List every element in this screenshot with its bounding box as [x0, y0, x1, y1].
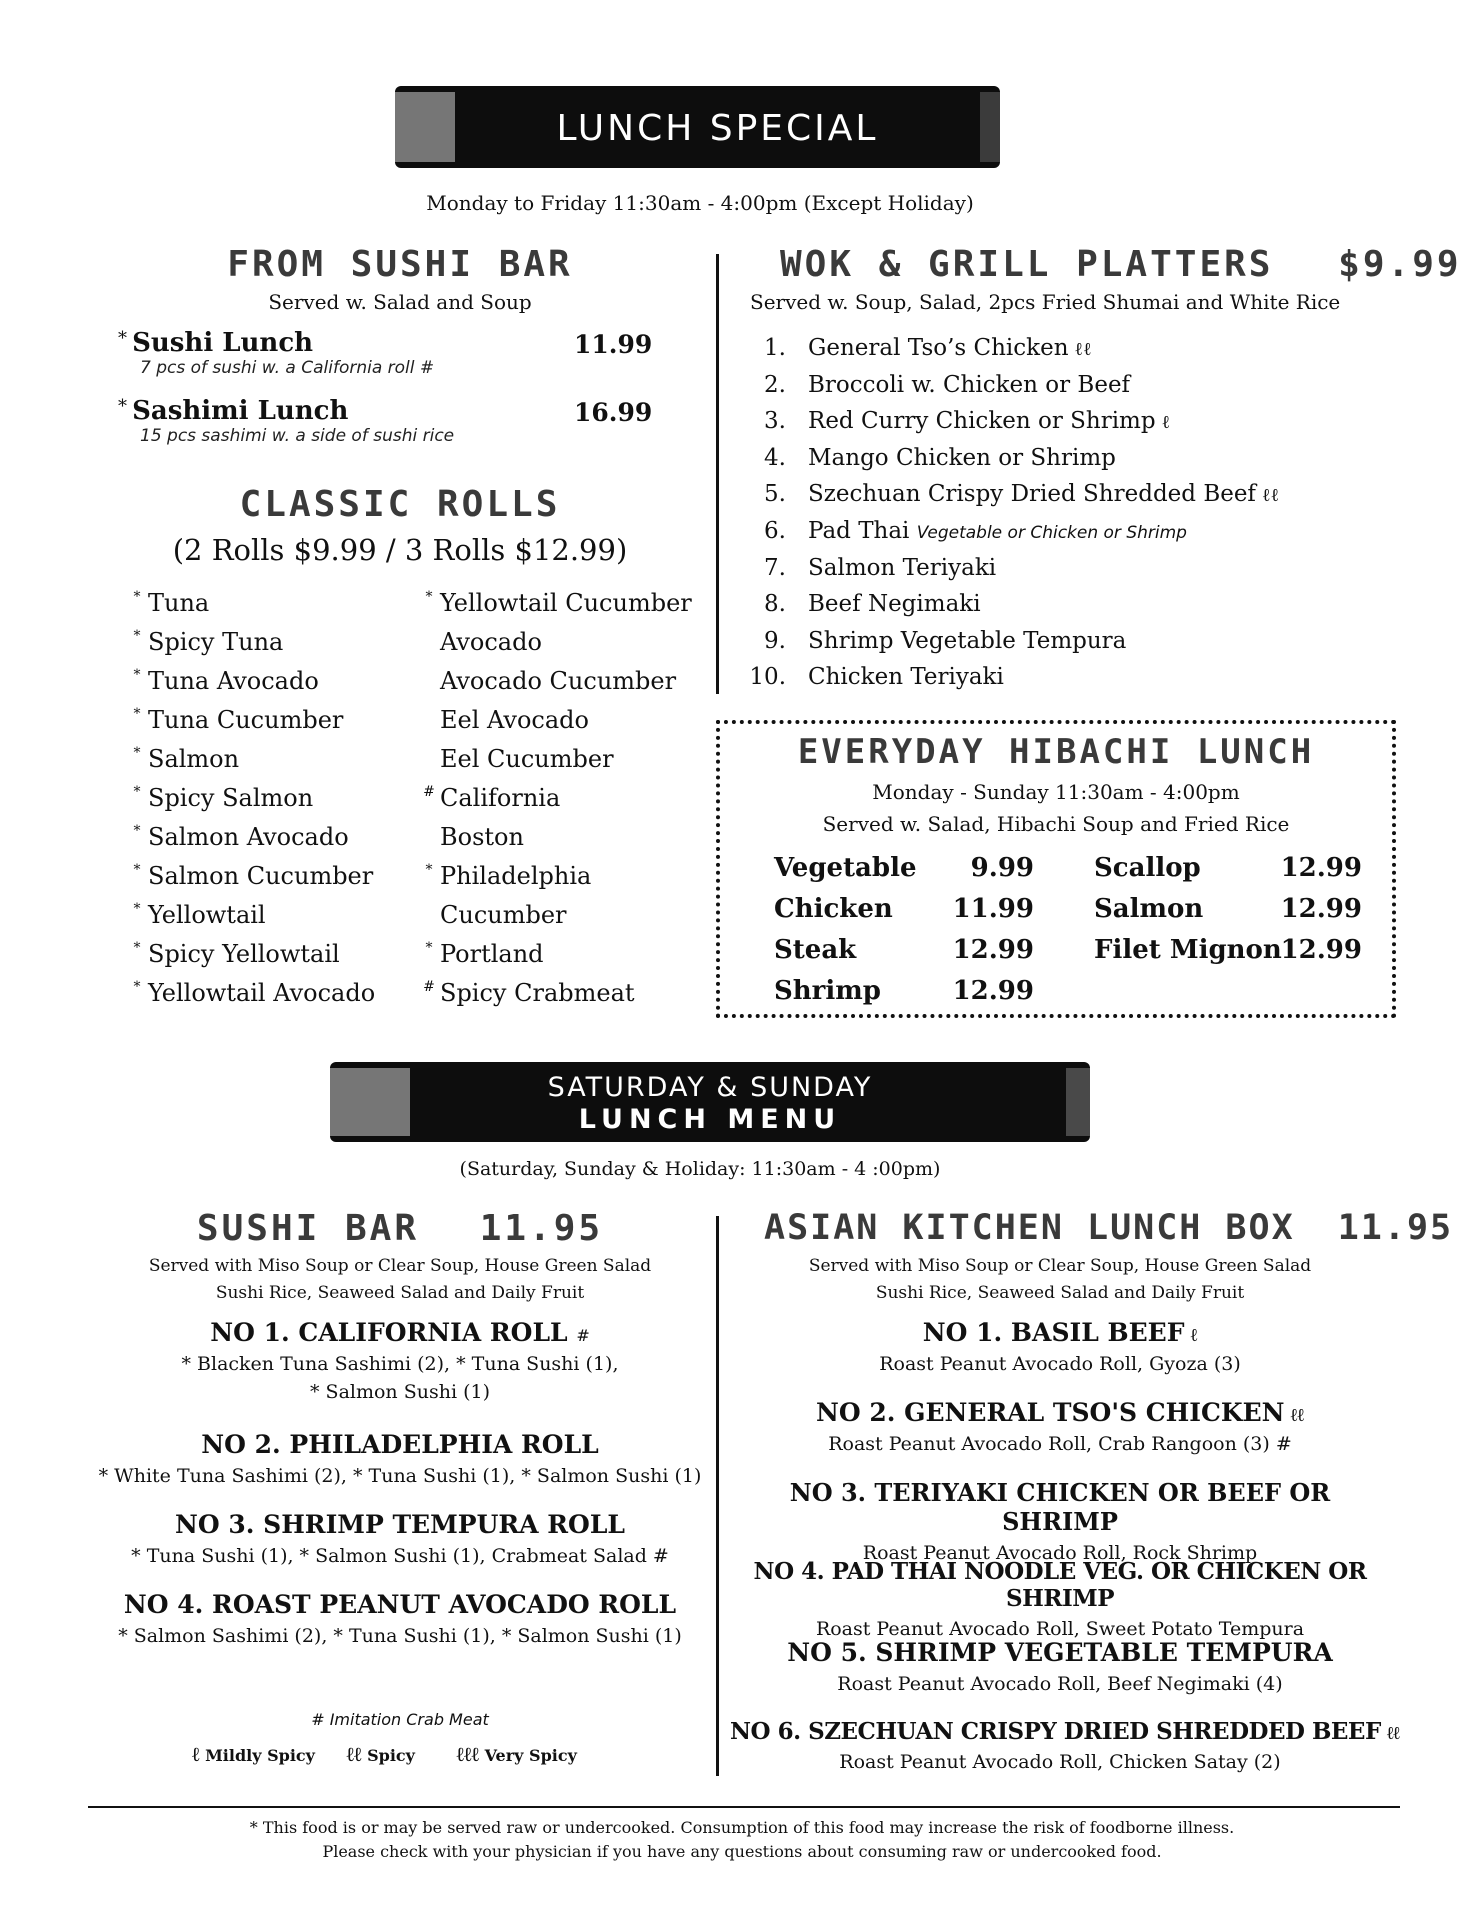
combo-desc: * Blacken Tuna Sashimi (2), * Tuna Sushi (1), — [181, 1353, 619, 1375]
weekend-sushi-sub1: Served with Miso Soup or Clear Soup, House Green Salad — [148, 1256, 652, 1276]
spice-pepper-icon: ℓℓ — [1290, 1405, 1304, 1426]
roll-name: Salmon Avocado — [148, 823, 349, 851]
roll-name: Eel Avocado — [440, 706, 589, 734]
rolls-left-column — [126, 584, 375, 1013]
roll-item — [418, 701, 692, 740]
mild-pepper-icon: ℓ — [192, 1742, 200, 1766]
roll-item — [418, 857, 692, 896]
combo-title — [730, 1398, 1390, 1427]
roll-name: Salmon Cucumber — [148, 862, 374, 890]
raw-mark: * — [133, 862, 141, 878]
item-name: Scallop — [1094, 853, 1201, 883]
item-name: Steak — [774, 935, 857, 965]
wok-item — [740, 476, 1279, 513]
spicy-label: Spicy — [367, 1746, 415, 1765]
wok-heading-price: $9.99 — [1338, 244, 1462, 285]
combo-title-text: NO 2. GENERAL TSO'S CHICKEN — [816, 1398, 1285, 1427]
roll-item — [126, 818, 375, 857]
sushi-bar-heading: FROM SUSHI BAR — [227, 244, 573, 285]
classic-rolls-heading: CLASSIC ROLLS — [239, 484, 561, 525]
roll-item — [418, 935, 692, 974]
combo-desc: Roast Peanut Avocado Roll, Sweet Potato Tempura — [815, 1618, 1305, 1640]
raw-mark: * — [425, 862, 433, 878]
raw-mark: * — [133, 901, 141, 917]
wok-item — [740, 403, 1279, 440]
weekend-sushi-price: 11.95 — [479, 1208, 604, 1249]
roll-name: Boston — [440, 823, 524, 851]
kitchen-combo-5 — [730, 1638, 1390, 1695]
column-divider-bottom — [716, 1216, 719, 1776]
wok-subtitle: Served w. Soup, Salad, 2pcs Fried Shumai and White Rice — [750, 290, 1341, 314]
combo-desc: * White Tuna Sashimi (2), * Tuna Sushi (1), * Salmon Sushi (1) — [98, 1465, 702, 1487]
sushi-combo-2 — [60, 1430, 740, 1487]
lunch-hours: Monday to Friday 11:30am - 4:00pm (Except Holiday) — [426, 191, 974, 215]
combo-desc: Roast Peanut Avocado Roll, Beef Negimaki (4) — [837, 1673, 1283, 1695]
kitchen-sub1: Served with Miso Soup or Clear Soup, House Green Salad — [808, 1256, 1312, 1276]
sushi-lunch-item — [118, 328, 668, 378]
sushi-combo-4 — [60, 1590, 740, 1647]
item-name: Filet Mignon — [1094, 935, 1282, 965]
hibachi-box — [716, 720, 1396, 1018]
weekend-sushi-sub2: Sushi Rice, Seaweed Salad and Daily Fruit — [215, 1283, 585, 1303]
item-desc: 7 pcs of sushi w. a California roll # — [140, 358, 435, 378]
imitation-crab-note: # Imitation Crab Meat — [311, 1710, 489, 1729]
sushi-combo-3 — [60, 1510, 740, 1567]
weekend-sushi-heading — [100, 1208, 700, 1249]
item-number: 2. — [764, 371, 786, 398]
raw-mark: * — [133, 706, 141, 722]
raw-mark: * — [133, 628, 141, 644]
hibachi-heading: EVERYDAY HIBACHI LUNCH — [797, 732, 1315, 772]
item-name: Shrimp Vegetable Tempura — [808, 627, 1127, 654]
roll-item — [126, 935, 375, 974]
roll-item — [126, 779, 375, 818]
roll-name: Avocado — [440, 628, 542, 656]
roll-name: Avocado Cucumber — [440, 667, 677, 695]
raw-mark: * — [133, 745, 141, 761]
spice-pepper-icon: ℓ — [1161, 412, 1171, 434]
roll-name: Cucumber — [440, 901, 567, 929]
wok-item — [740, 330, 1279, 367]
combo-title-text: NO 1. BASIL BEEF — [922, 1318, 1185, 1347]
wok-item — [740, 440, 1279, 477]
kitchen-combo-6 — [730, 1718, 1400, 1773]
raw-mark: * — [133, 979, 141, 995]
hibachi-hours: Monday - Sunday 11:30am - 4:00pm — [872, 780, 1240, 804]
weekend-sushi-title: SUSHI BAR — [196, 1208, 419, 1249]
item-number: 3. — [764, 408, 786, 435]
item-price: 12.99 — [1280, 853, 1362, 883]
hibachi-item — [774, 848, 1034, 889]
item-number: 5. — [764, 481, 786, 508]
wok-list — [740, 330, 1279, 696]
roll-item — [418, 623, 692, 662]
raw-mark: * — [425, 589, 433, 605]
item-name: Shrimp — [774, 976, 881, 1006]
hibachi-item — [774, 971, 1034, 1012]
roll-item — [126, 701, 375, 740]
combo-title — [730, 1318, 1390, 1347]
item-price: 9.99 — [970, 853, 1034, 883]
roll-name: Spicy Yellowtail — [148, 940, 340, 968]
item-name: Red Curry Chicken or Shrimp — [808, 408, 1156, 435]
kitchen-combo-2 — [730, 1398, 1390, 1455]
very-spicy-pepper-icon: ℓℓℓ — [456, 1742, 480, 1766]
roll-name: Yellowtail Cucumber — [440, 589, 692, 617]
roll-name: Philadelphia — [440, 862, 592, 890]
weekend-banner-line1: SATURDAY & SUNDAY — [547, 1072, 873, 1103]
rolls-right-column — [418, 584, 692, 1013]
crab-mark: # — [576, 1326, 590, 1345]
raw-mark: * — [425, 940, 433, 956]
spice-pepper-icon: ℓℓ — [1261, 485, 1280, 507]
combo-desc: Roast Peanut Avocado Roll, Rock Shrimp — [862, 1542, 1258, 1564]
wok-item — [740, 367, 1279, 404]
footer-warning-1: * This food is or may be served raw or undercooked. Consumption of this food may increase the risk of foodborne illness. — [249, 1818, 1235, 1837]
item-number: 1. — [764, 335, 786, 361]
item-number: 9. — [764, 627, 786, 654]
roll-item — [418, 974, 692, 1013]
roll-item — [418, 896, 692, 935]
item-name: Beef Negimaki — [808, 591, 981, 618]
roll-item — [126, 740, 375, 779]
spice-pepper-icon: ℓℓ — [1386, 1723, 1400, 1744]
wok-heading-title: WOK & GRILL PLATTERS — [780, 244, 1274, 285]
item-number: 10. — [749, 664, 786, 691]
combo-title: NO 4. PAD THAI NOODLE VEG. OR CHICKEN OR SHRIMP — [753, 1558, 1367, 1612]
wok-item — [740, 659, 1279, 696]
item-price: 11.99 — [952, 894, 1034, 924]
raw-mark: * — [133, 589, 141, 605]
combo-desc: Roast Peanut Avocado Roll, Crab Rangoon (3) # — [828, 1433, 1292, 1455]
roll-item — [418, 818, 692, 857]
combo-title: NO 5. SHRIMP VEGETABLE TEMPURA — [787, 1638, 1333, 1667]
item-name: General Tso’s Chicken — [808, 335, 1069, 361]
item-desc: 15 pcs sashimi w. a side of sushi rice — [140, 426, 455, 446]
hibachi-item — [774, 930, 1034, 971]
weekend-banner — [330, 1062, 1090, 1142]
roll-name: Spicy Salmon — [148, 784, 314, 812]
raw-mark: * — [133, 940, 141, 956]
roll-item — [126, 896, 375, 935]
combo-title — [730, 1718, 1400, 1745]
mild-label: Mildly Spicy — [205, 1746, 315, 1765]
very-spicy-label: Very Spicy — [484, 1746, 577, 1765]
sashimi-lunch-item — [118, 396, 668, 446]
hibachi-item — [1094, 848, 1362, 889]
combo-title-text: NO 6. SZECHUAN CRISPY DRIED SHREDDED BEEF — [730, 1718, 1381, 1745]
kitchen-title: ASIAN KITCHEN LUNCH BOX — [764, 1208, 1295, 1248]
wok-item — [740, 623, 1279, 660]
roll-item — [126, 584, 375, 623]
weekend-banner-line2: LUNCH MENU — [578, 1104, 842, 1135]
roll-item — [126, 623, 375, 662]
roll-name: Yellowtail Avocado — [148, 979, 376, 1007]
roll-item — [418, 584, 692, 623]
combo-desc: * Salmon Sushi (1) — [310, 1381, 490, 1403]
item-name: Broccoli w. Chicken or Beef — [808, 371, 1131, 398]
item-price: 11.99 — [574, 330, 653, 359]
combo-desc: * Salmon Sashimi (2), * Tuna Sushi (1), * Salmon Sushi (1) — [118, 1625, 682, 1647]
combo-title: NO 3. SHRIMP TEMPURA ROLL — [175, 1510, 625, 1539]
roll-name: Tuna Avocado — [148, 667, 319, 695]
sushi-combo-1 — [60, 1318, 740, 1403]
roll-name: Portland — [440, 940, 544, 968]
hibachi-right-column — [1094, 848, 1362, 971]
roll-name: Spicy Crabmeat — [440, 979, 635, 1007]
roll-item — [418, 779, 692, 818]
combo-title: NO 3. TERIYAKI CHICKEN OR BEEF OR SHRIMP — [789, 1478, 1331, 1536]
roll-item — [126, 857, 375, 896]
item-price: 12.99 — [952, 976, 1034, 1006]
spice-pepper-icon: ℓ — [1190, 1325, 1198, 1346]
footer-warning-2: Please check with your physician if you have any questions about consuming raw or undercooked food. — [322, 1842, 1162, 1861]
hibachi-subtitle: Served w. Salad, Hibachi Soup and Fried Rice — [822, 812, 1290, 836]
raw-mark: # — [423, 784, 435, 800]
kitchen-sub2: Sushi Rice, Seaweed Salad and Daily Fruit — [875, 1283, 1245, 1303]
item-name: Pad Thai — [808, 517, 910, 544]
footer-rule — [88, 1806, 1400, 1808]
banner-title: LUNCH SPECIAL — [556, 108, 879, 149]
roll-name: Tuna — [148, 589, 210, 617]
raw-mark: * — [133, 784, 141, 800]
kitchen-heading — [764, 1208, 1453, 1248]
combo-title-text: NO 1. CALIFORNIA ROLL — [210, 1318, 568, 1347]
item-number: 6. — [764, 517, 786, 544]
raw-mark: * — [133, 823, 141, 839]
roll-item — [418, 662, 692, 701]
roll-item — [126, 974, 375, 1013]
item-price: 12.99 — [952, 935, 1034, 965]
roll-name: Eel Cucumber — [440, 745, 614, 773]
roll-name: Spicy Tuna — [148, 628, 284, 656]
item-note: Vegetable or Chicken or Shrimp — [916, 522, 1187, 543]
item-number: 4. — [764, 444, 786, 471]
spice-pepper-icon: ℓℓ — [1074, 339, 1092, 360]
hibachi-left-column — [774, 848, 1034, 1012]
raw-mark: # — [423, 979, 435, 995]
raw-mark: * — [118, 328, 127, 349]
hibachi-item — [774, 889, 1034, 930]
item-price: 12.99 — [1280, 935, 1362, 965]
item-name: Salmon Teriyaki — [808, 554, 997, 581]
roll-item — [126, 662, 375, 701]
wok-heading — [780, 244, 1462, 285]
roll-name: Yellowtail — [148, 901, 266, 929]
combo-title: NO 2. PHILADELPHIA ROLL — [201, 1430, 599, 1459]
item-name: Sashimi Lunch — [132, 396, 349, 426]
kitchen-combo-3 — [730, 1478, 1390, 1564]
roll-name: Tuna Cucumber — [148, 706, 344, 734]
weekend-hours: (Saturday, Sunday & Holiday: 11:30am - 4 :00pm) — [459, 1158, 941, 1180]
item-number: 8. — [764, 591, 786, 618]
combo-desc: * Tuna Sushi (1), * Salmon Sushi (1), Crabmeat Salad # — [131, 1545, 669, 1567]
hibachi-item — [1094, 889, 1362, 930]
item-price: 16.99 — [574, 398, 653, 427]
wok-item — [740, 513, 1279, 550]
combo-desc: Roast Peanut Avocado Roll, Chicken Satay (2) — [839, 1751, 1281, 1773]
raw-mark: * — [133, 667, 141, 683]
column-divider-top — [716, 254, 719, 694]
roll-item — [418, 740, 692, 779]
combo-title: NO 4. ROAST PEANUT AVOCADO ROLL — [123, 1590, 677, 1619]
combo-title — [60, 1318, 740, 1347]
combo-desc: Roast Peanut Avocado Roll, Gyoza (3) — [879, 1353, 1241, 1375]
item-price: 12.99 — [1280, 894, 1362, 924]
lunch-special-banner — [395, 86, 1000, 168]
wok-item — [740, 550, 1279, 587]
spicy-pepper-icon: ℓℓ — [346, 1742, 362, 1766]
item-name: Salmon — [1094, 894, 1204, 924]
wok-item — [740, 586, 1279, 623]
kitchen-combo-4 — [730, 1558, 1390, 1640]
roll-name: Salmon — [148, 745, 240, 773]
item-name: Chicken — [774, 894, 893, 924]
kitchen-combo-1 — [730, 1318, 1390, 1375]
raw-mark: * — [118, 396, 127, 417]
item-name: Mango Chicken or Shrimp — [808, 444, 1116, 471]
roll-name: California — [440, 784, 561, 812]
item-name: Vegetable — [774, 853, 917, 883]
item-name: Chicken Teriyaki — [808, 664, 1004, 691]
spice-legend — [192, 1742, 577, 1767]
classic-rolls-subtitle: (2 Rolls $9.99 / 3 Rolls $12.99) — [172, 533, 628, 567]
hibachi-item — [1094, 930, 1362, 971]
kitchen-price: 11.95 — [1337, 1208, 1454, 1248]
item-name: Sushi Lunch — [132, 328, 314, 358]
item-name: Szechuan Crispy Dried Shredded Beef — [808, 481, 1256, 508]
item-number: 7. — [764, 554, 786, 581]
sushi-bar-subtitle: Served w. Salad and Soup — [268, 290, 532, 314]
